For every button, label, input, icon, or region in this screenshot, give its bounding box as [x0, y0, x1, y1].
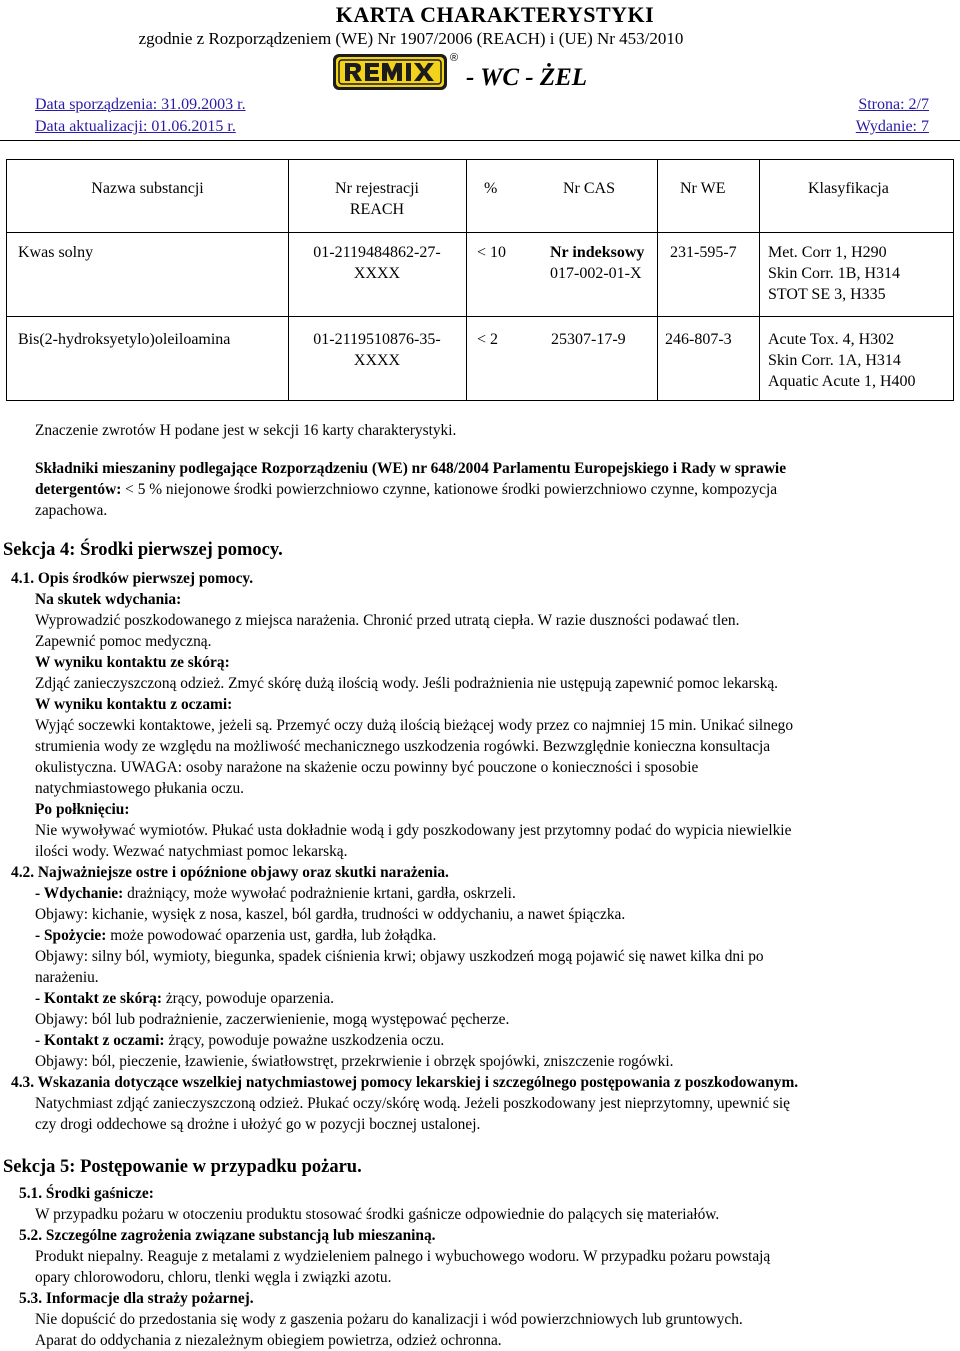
skin-text-1: Zdjąć zanieczyszczoną odzież. Zmyć skórę dużą ilością wody. Jeśli podrażnienia nie ustępują zapewnić pomoc lekarską. [35, 675, 778, 692]
symptoms-eye-signs: Objawy: ból, pieczenie, łzawienie, światłowstręt, przekrwienie i obrzęk spojówki, zniszczenie rogówki. [35, 1053, 674, 1070]
symptoms-eye [35, 1030, 444, 1051]
subsection-4-2: 4.2. Najważniejsze ostre i opóźnione objawy oraz skutki narażenia. [11, 864, 449, 881]
row1-class-3: STOT SE 3, H335 [768, 286, 886, 303]
symptoms-ingestion-signs-2: narażeniu. [35, 969, 99, 986]
row2-class-3: Aquatic Acute 1, H400 [768, 373, 916, 390]
swallow-text-2: ilości wody. Wezwać natychmiast pomoc lekarską. [35, 843, 348, 860]
inhalation-text-2: Zapewnić pomoc medyczną. [35, 633, 212, 650]
firefighters-text-2: Aparat do oddychania z niezależnym obiegiem powietrza, odzież ochronna. [35, 1332, 502, 1349]
row2-percent: < 2 [477, 331, 499, 348]
hazards-text-2: opary chlorowodoru, chloru, tlenki węgla i związki azotu. [35, 1269, 392, 1286]
row1-reg-2: XXXX [353, 265, 401, 282]
table-divider [657, 160, 658, 400]
page-number: Strona: 2/7 [858, 96, 929, 113]
symptoms-skin-signs: Objawy: ból lub podrażnienie, zaczerwienienie, mogą występować pęcherze. [35, 1011, 510, 1028]
table-divider [759, 160, 760, 400]
symptoms-skin-text: żrący, powoduje oparzenia. [161, 990, 335, 1007]
date-created: Data sporządzenia: 31.09.2003 r. [35, 96, 246, 113]
row1-index-label: Nr indeksowy [550, 244, 645, 261]
row1-class-2: Skin Corr. 1B, H314 [768, 265, 901, 282]
header-cas: Nr CAS [563, 180, 616, 197]
symptoms-eye-label: - Kontakt z oczami: [35, 1032, 165, 1049]
header-name: Nazwa substancji [91, 180, 204, 197]
row2-class-1: Acute Tox. 4, H302 [768, 331, 895, 348]
symptoms-inhalation-text: drażniący, może wywołać podrażnienie krtani, gardła, oskrzeli. [123, 885, 516, 902]
swallow-heading: Po połknięciu: [35, 801, 130, 818]
row1-reg-1: 01-2119484862-27- [313, 244, 441, 261]
detergents-line [35, 479, 777, 500]
inhalation-heading: Na skutek wdychania: [35, 591, 182, 608]
symptoms-skin [35, 988, 334, 1009]
subsection-4-1: 4.1. Opis środków pierwszej pomocy. [11, 570, 254, 587]
product-name: - WC - ŻEL [466, 64, 588, 91]
subsection-4-3: 4.3. Wskazania dotyczące wszelkiej natychmiastowej pomocy lekarskiej i szczególnego postępowania z poszkodowanym. [11, 1074, 799, 1091]
header-reg-2: REACH [349, 201, 405, 218]
row2-name: Bis(2-hydroksyetylo)oleiloamina [18, 331, 231, 348]
symptoms-ingestion-label: - Spożycie: [35, 927, 107, 944]
document-title: KARTA CHARAKTERYSTYKI [335, 2, 655, 27]
table-divider [466, 160, 467, 400]
subsection-5-1: 5.1. Środki gaśnicze: [19, 1185, 154, 1202]
inhalation-text-1: Wyprowadzić poszkodowanego z miejsca narażenia. Chronić przed utratą ciepła. W razie duszności podawać tlen. [35, 612, 740, 629]
row1-we: 231-595-7 [670, 244, 737, 261]
table-divider [7, 232, 953, 233]
registered-mark: ® [450, 52, 459, 64]
row2-we: 246-807-3 [665, 331, 732, 348]
eye-text-2: strumienia wody ze względu na możliwość mechanicznego uszkodzenia rogówki. Bezwzględnie konieczna konsultacja [35, 738, 771, 755]
symptoms-eye-text: żrący, powoduje poważne uszkodzenia oczu. [164, 1032, 445, 1049]
section-5-title: Sekcja 5: Postępowanie w przypadku pożaru. [3, 1157, 362, 1177]
symptoms-ingestion [35, 925, 436, 946]
h-statements-note: Znaczenie zwrotów H podane jest w sekcji 16 karty charakterystyki. [35, 422, 457, 439]
row2-reg-1: 01-2119510876-35- [313, 331, 441, 348]
subsection-5-3: 5.3. Informacje dla straży pożarnej. [19, 1290, 254, 1307]
edition-number: Wydanie: 7 [855, 118, 929, 135]
swallow-text-1: Nie wywoływać wymiotów. Płukać usta dokładnie wodą i gdy poszkodowany jest przytomny podać do wypicia niewielkie [35, 822, 792, 839]
header-we: Nr WE [680, 180, 726, 197]
eye-heading: W wyniku kontaktu z oczami: [35, 696, 233, 713]
eye-text-3: okulistyczna. UWAGA: osoby narażone na skażenie oczu powinny być pouczone o konieczności i sposobie [35, 759, 699, 776]
header-percent: % [484, 180, 498, 197]
detergents-heading: Składniki mieszaniny podlegające Rozporządzeniu (WE) nr 648/2004 Parlamentu Europejskiego i Rady w sprawie [35, 460, 787, 477]
row2-reg-2: XXXX [353, 352, 401, 369]
section-4-title: Sekcja 4: Środki pierwszej pomocy. [3, 540, 283, 560]
composition-table [6, 159, 954, 401]
row2-cas: 25307-17-9 [551, 331, 626, 348]
symptoms-inhalation-label: - Wdychanie: [35, 885, 124, 902]
symptoms-inhalation [35, 883, 516, 904]
header-divider [0, 140, 960, 141]
header-classification: Klasyfikacja [808, 180, 889, 197]
eye-text-4: natychmiastowego płukania oczu. [35, 780, 244, 797]
symptoms-ingestion-text: może powodować oparzenia ust, gardła, lub żołądka. [106, 927, 437, 944]
hazards-text-1: Produkt niepalny. Reaguje z metalami z wydzieleniem palnego i wybuchowego wodoru. W przypadku pożaru powstają [35, 1248, 771, 1265]
row1-index-number: 017-002-01-X [550, 265, 642, 282]
detergents-label: detergentów: [35, 481, 122, 498]
eye-text-1: Wyjąć soczewki kontaktowe, jeżeli są. Przemyć oczy dużą ilością bieżącej wody przez co najmniej 15 min. Unikać silnego [35, 717, 794, 734]
document-subtitle: zgodnie z Rozporządzeniem (WE) Nr 1907/2006 (REACH) i (UE) Nr 453/2010 [138, 29, 684, 48]
medical-text-2: czy drogi oddechowe są drożne i ułożyć go w pozycji bocznej ustalonej. [35, 1116, 481, 1133]
date-updated: Data aktualizacji: 01.06.2015 r. [35, 118, 236, 135]
row1-percent: < 10 [477, 244, 507, 261]
row1-name: Kwas solny [18, 244, 94, 261]
row1-class-1: Met. Corr 1, H290 [768, 244, 887, 261]
extinguishing-text: W przypadku pożaru w otoczeniu produktu stosować środki gaśnicze odpowiednie do palących się materiałów. [35, 1206, 720, 1223]
subsection-5-2: 5.2. Szczególne zagrożenia związane substancją lub mieszaniną. [19, 1227, 436, 1244]
symptoms-ingestion-signs-1: Objawy: silny ból, wymioty, biegunka, spadek ciśnienia krwi; objawy uszkodzeń mogą pojawić się nawet kilka dni po [35, 948, 764, 965]
symptoms-skin-label: - Kontakt ze skórą: [35, 990, 162, 1007]
firefighters-text-1: Nie dopuścić do przedostania się wody z gaszenia pożaru do kanalizacji i wód powierzchniowych lub gruntowych. [35, 1311, 743, 1328]
medical-text-1: Natychmiast zdjąć zanieczyszczoną odzież. Płukać oczy/skórę wodą. Jeżeli poszkodowany jest nieprzytomny, upewnić się [35, 1095, 790, 1112]
remix-logo [333, 54, 447, 90]
skin-heading: W wyniku kontaktu ze skórą: [35, 654, 230, 671]
detergents-text: < 5 % niejonowe środki powierzchniowo czynne, kationowe środki powierzchniowo czynne, kompozycja [121, 481, 778, 498]
header-reg-1: Nr rejestracji [335, 180, 419, 197]
symptoms-inhalation-signs: Objawy: kichanie, wysięk z nosa, kaszel, ból gardła, trudności w oddychaniu, a nawet śpiączka. [35, 906, 626, 923]
row2-class-2: Skin Corr. 1A, H314 [768, 352, 901, 369]
table-divider [7, 316, 953, 317]
detergents-line-3: zapachowa. [35, 502, 108, 519]
